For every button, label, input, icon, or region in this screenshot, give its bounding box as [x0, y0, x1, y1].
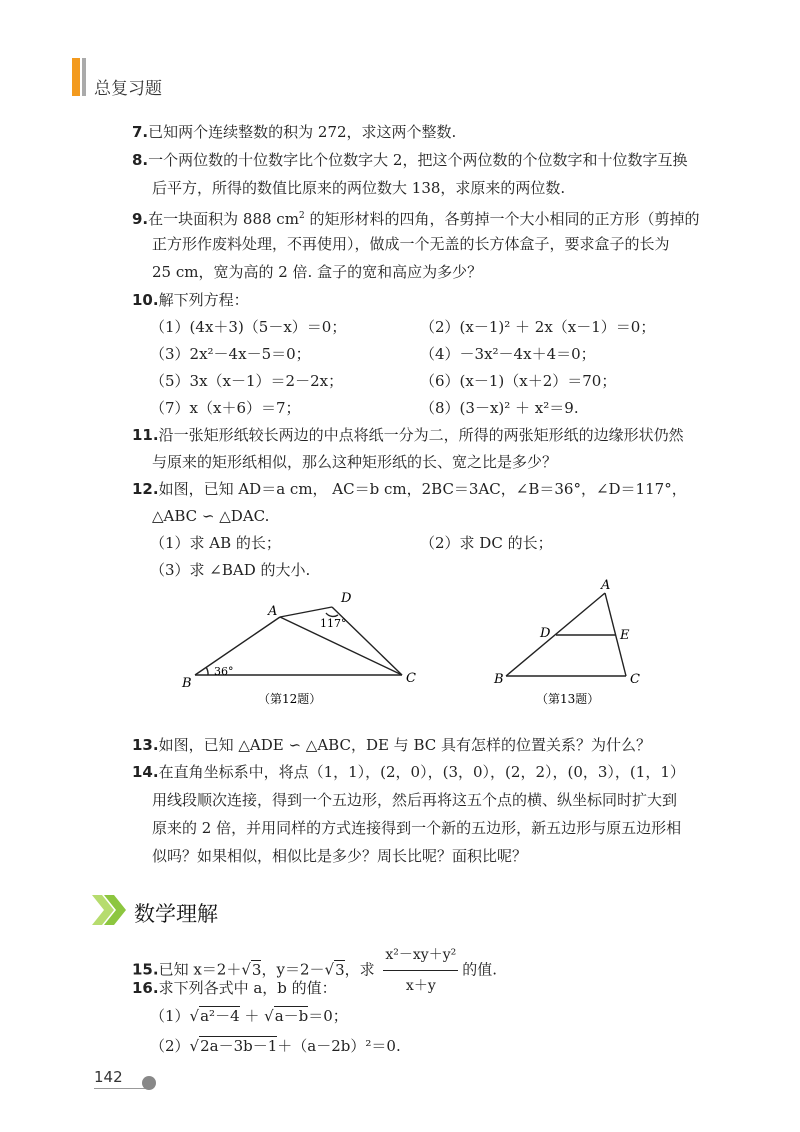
problem-14-cont-1: 用线段顺次连接，得到一个五边形，然后再将这五个点的横、纵坐标同时扩大到 — [152, 791, 678, 809]
problem-8: 8.一个两位数的十位数字比个位数字大 2，把这个两位数的个位数字和十位数字互换 — [132, 151, 688, 169]
problem-16: 16.求下列各式中 a，b 的值： — [132, 979, 337, 997]
eq-4: （4）－3x²－4x＋4＝0； — [420, 345, 596, 363]
problem-12-q2: （2）求 DC 的长； — [420, 534, 553, 552]
label-c: C — [406, 671, 416, 686]
problem-14: 14.在直角坐标系中，将点（1，1），(2，0），(3，0），(2，2），(0，3），(1，1） — [132, 763, 685, 781]
label-d: D — [540, 626, 551, 641]
label-c: C — [630, 672, 640, 687]
eq-1: （1）(4x＋3)（5－x）＝0； — [150, 318, 347, 336]
section-title: 数学理解 — [134, 902, 218, 926]
angle-b-arc — [206, 667, 208, 675]
problem-16-q2: （2）√2a－3b－1＋（a－2b）²＝0. — [150, 1037, 401, 1055]
seg-ad — [280, 607, 332, 617]
label-b: B — [494, 672, 504, 687]
page-dot-icon — [142, 1076, 156, 1090]
page-rule — [94, 1088, 150, 1089]
page-number: 142 — [94, 1068, 123, 1086]
problem-11-cont: 与原来的矩形纸相似，那么这种矩形纸的长、宽之比是多少？ — [152, 453, 558, 471]
seg-ba — [195, 617, 280, 675]
problem-9: 9.在一块面积为 888 $cm^2$ 的矩形材料的四角，各剪掉一个大小相同的正方形（剪掉的 — [132, 210, 700, 228]
figure-13 — [488, 575, 648, 710]
chapter-title: 总复习题 — [94, 79, 162, 99]
problem-12-cont: △ABC ∽ △DAC. — [152, 507, 270, 525]
eq-5: （5）3x（x－1）＝2－2x； — [150, 372, 344, 390]
eq-7: （7）x（x＋6）＝7； — [150, 399, 301, 417]
problem-16-q1: （1）√a²－4 ＋ √a－b＝0； — [150, 1007, 348, 1025]
problem-12: 12.如图，已知 AD＝a cm， AC＝b cm，2BC＝3AC，∠B＝36°，∠D＝117°， — [132, 480, 687, 498]
problem-10: 10.解下列方程： — [132, 291, 249, 309]
label-a: A — [601, 578, 611, 593]
problem-11: 11.沿一张矩形纸较长两边的中点将纸一分为二，所得的两张矩形纸的边缘形状仍然 — [132, 426, 684, 444]
label-b: B — [182, 676, 192, 691]
problem-14-cont-2: 原来的 2 倍，并用同样的方式连接得到一个新的五边形，新五边形与原五边形相 — [152, 819, 682, 837]
eq-3: （3）2x²－4x－5＝0； — [150, 345, 311, 363]
angle-b-label: 36° — [214, 665, 234, 678]
caption-13: （第13题） — [536, 692, 600, 706]
problem-15: 15.已知 x＝2＋√3，y＝2－√3，求 $\frac{\text{x²－xy＋y²}}{x+y}$ 的值. — [132, 940, 497, 1001]
problem-7: 7.已知两个连续整数的积为 272，求这两个整数. — [132, 123, 457, 141]
section-chevron-icon — [92, 893, 134, 927]
problem-9-cont-2: 25 cm，宽为高的 2 倍. 盒子的宽和高应为多少？ — [152, 263, 483, 281]
eq-8: （8）(3－x)² ＋ x²＝9. — [420, 399, 579, 417]
problem-8-cont: 后平方，所得的数值比原来的两位数大 138，求原来的两位数. — [152, 179, 566, 197]
problem-13: 13.如图，已知 △ADE ∽ △ABC，DE 与 BC 具有怎样的位置关系？为什么？ — [132, 736, 652, 754]
label-d: D — [341, 591, 352, 606]
label-a: A — [268, 604, 278, 619]
angle-d-arc — [326, 613, 338, 616]
caption-12: （第12题） — [258, 692, 322, 706]
eq-6: （6）(x－1)（x＋2）＝70； — [420, 372, 617, 390]
problem-9-cont-1: 正方形作废料处理，不再使用），做成一个无盖的长方体盒子，要求盒子的长为 — [152, 235, 670, 253]
figure-12 — [170, 585, 430, 710]
angle-d-label: 117° — [320, 617, 347, 630]
problem-12-q3: （3）求 ∠BAD 的大小. — [150, 561, 311, 579]
problem-14-cont-3: 似吗？如果相似，相似比是多少？周长比呢？面积比呢？ — [152, 847, 528, 865]
label-e: E — [620, 628, 630, 643]
header-bars — [72, 58, 88, 96]
problem-12-q1: （1）求 AB 的长； — [150, 534, 281, 552]
fraction: $\frac{\text{x²－xy＋y²}}{x+y}$ — [383, 940, 458, 1001]
eq-2: （2）(x－1)² ＋ 2x（x－1）＝0； — [420, 318, 656, 336]
